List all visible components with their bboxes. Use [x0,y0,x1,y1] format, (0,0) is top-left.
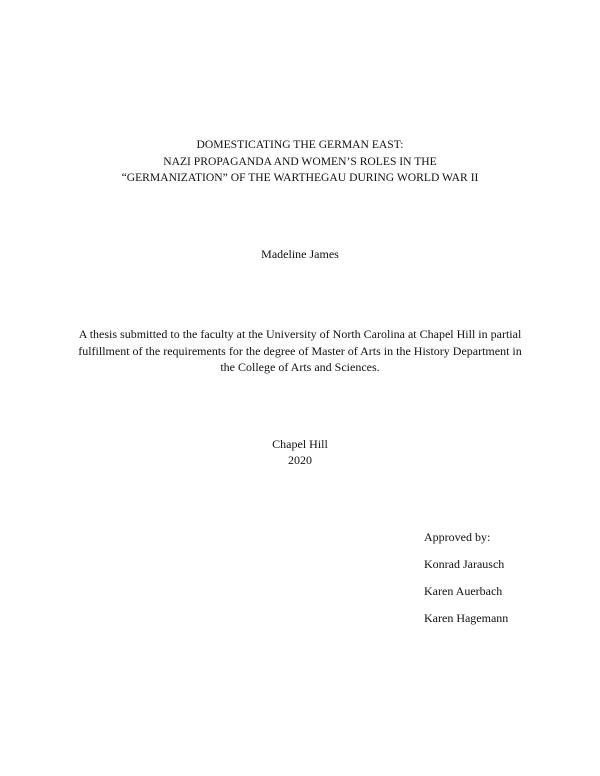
approver-3: Karen Hagemann [424,611,509,625]
thesis-statement [60,326,540,376]
approver-1: Konrad Jarausch [424,557,505,571]
approver-2: Karen Auerbach [424,584,503,598]
author-name: Madeline James [261,247,339,261]
title-line-1: DOMESTICATING THE GERMAN EAST: [196,138,404,151]
approval-block [424,529,594,637]
place: Chapel Hill [272,437,328,451]
approval-heading: Approved by: [424,530,491,544]
thesis-title [0,137,600,187]
title-line-3: “GERMANIZATION” OF THE WARTHEGAU DURING WORLD WAR II [121,171,479,184]
statement-line-2: fulfillment of the requirements for the degree of Master of Arts in the History Department in [78,343,522,358]
title-line-2: NAZI PROPAGANDA AND WOMEN’S ROLES IN THE [163,154,437,168]
statement-line-3: the College of Arts and Sciences. [220,360,380,374]
place-and-year [0,436,600,468]
year: 2020 [288,453,312,467]
statement-line-1: A thesis submitted to the faculty at the University of North Carolina at Chapel Hill in partial [78,327,522,341]
